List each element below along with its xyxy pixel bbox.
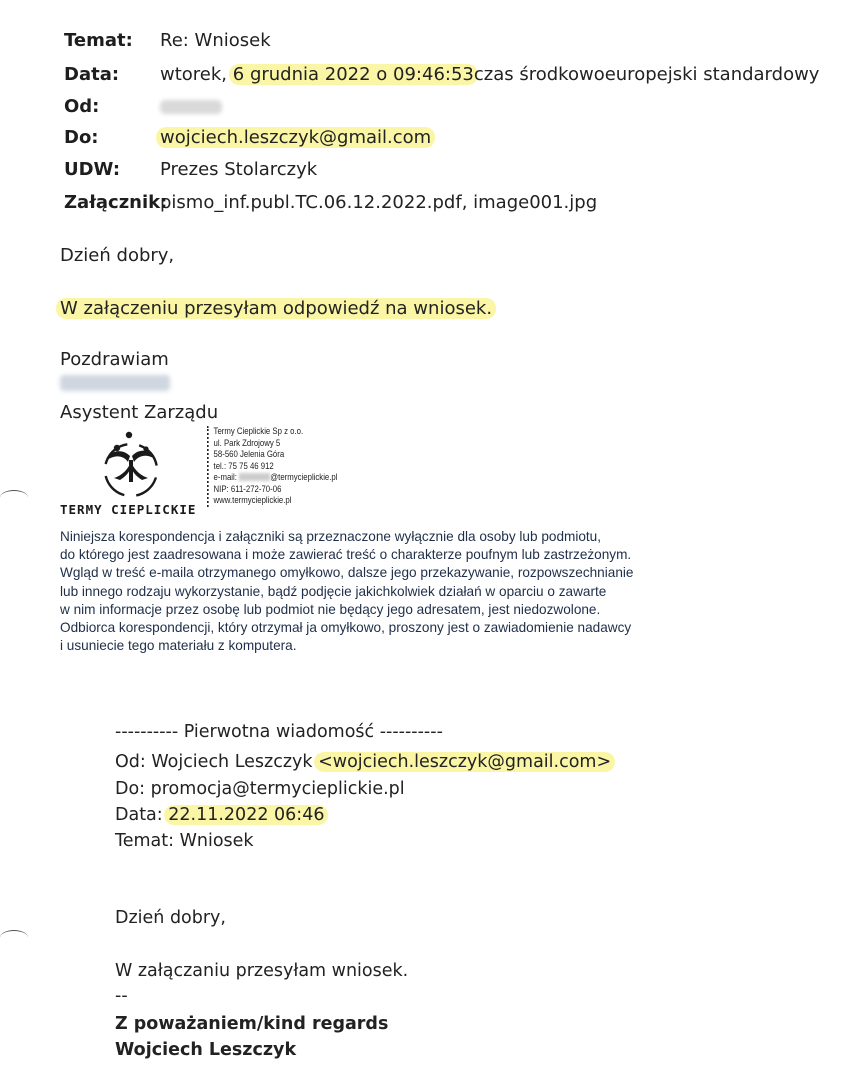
forward-separator: ---------- Pierwotna wiadomość ---------- [115, 722, 443, 742]
forward-from-name: Od: Wojciech Leszczyk [115, 752, 313, 772]
scan-artifact [0, 930, 28, 945]
to-email: wojciech.leszczyk@gmail.com [156, 127, 435, 148]
disclaimer-line: i usuniecie tego materiału z komputera. [60, 638, 297, 654]
greeting: Dzień dobry, [60, 245, 175, 266]
disclaimer-line: Wgląd w treść e-maila otrzymanego omyłkowo, dalsze jego przekazywanie, rozpowszechnianie [60, 565, 634, 581]
date-value [160, 64, 819, 85]
to-label: Do: [64, 127, 99, 148]
company-contact [207, 426, 337, 507]
forward-to: Do: promocja@termycieplickie.pl [115, 779, 405, 799]
company-phone: tel.: 75 75 46 912 [213, 460, 274, 472]
from-label: Od: [64, 96, 100, 117]
attachment-value: pismo_inf.publ.TC.06.12.2022.pdf, image001.jpg [160, 192, 598, 213]
forward-sig-dash: -- [115, 986, 128, 1006]
subject-value: Re: Wniosek [160, 30, 271, 51]
attachment-label: Załącznik: [64, 192, 168, 213]
company-street: ul. Park Zdrojowy 5 [213, 437, 281, 449]
company-nip: NIP: 611-272-70-06 [213, 483, 282, 495]
company-name: Termy Cieplickie Sp z o.o. [213, 426, 304, 437]
bcc-value: Prezes Stolarczyk [160, 159, 318, 180]
message-highlight: W załączeniu przesyłam odpowiedź na wniosek. [56, 298, 496, 319]
logo-wordmark: TERMY CIEPLICKIE [60, 502, 197, 517]
forward-from [115, 752, 611, 772]
forward-greeting: Dzień dobry, [115, 908, 226, 928]
regards: Pozdrawiam [60, 349, 169, 370]
subject-label: Temat: [64, 30, 133, 51]
forward-closing: Z poważaniem/kind regards [115, 1014, 389, 1034]
disclaimer-line: lub innego rodzaju wykorzystanie, bądź podjęcie jakichkolwiek działań w oparciu o zawarte [60, 583, 607, 599]
company-city: 58-560 Jelenia Góra [213, 449, 285, 460]
company-email [214, 472, 338, 484]
forward-signer-name: Wojciech Leszczyk [115, 1040, 297, 1060]
forward-date-value: 22.11.2022 06:46 [164, 805, 328, 825]
forward-from-email: <wojciech.leszczyk@gmail.com> [314, 752, 615, 772]
disclaimer-line: Odbiorca korespondencji, który otrzymał ja omyłkowo, proszony jest o zawiadomienie nadawcy [60, 620, 632, 636]
forward-subject: Temat: Wniosek [115, 831, 254, 851]
logo-icon [60, 428, 210, 502]
disclaimer-line: do którego jest zaadresowana i może zawierać treść o charakterze poufnym lub zastrzeżonym. [60, 547, 632, 563]
company-website: www.termycieplickie.pl [213, 495, 292, 506]
disclaimer-line: Niniejsza korespondencja i załączniki są przeznaczone wyłącznie dla osoby lub podmiotu, [60, 529, 602, 544]
to-value [160, 127, 431, 148]
confidentiality-disclaimer [60, 528, 633, 655]
email-domain: @termycieplickie.pl [270, 472, 338, 483]
date-prefix: wtorek, [160, 64, 228, 85]
forward-date-label: Data: [115, 805, 163, 825]
forward-date [115, 805, 324, 825]
redacted-email-user [239, 473, 270, 481]
position-title: Asystent Zarządu [60, 402, 219, 423]
message [60, 298, 492, 319]
bcc-label: UDW: [64, 159, 121, 180]
date-suffix: czas środkowoeuropejski standardowy [473, 64, 820, 85]
forward-message: W załączaniu przesyłam wniosek. [115, 961, 409, 981]
date-label: Data: [64, 64, 120, 85]
scan-artifact [0, 490, 28, 505]
from-value-redacted [160, 96, 222, 117]
disclaimer-line: w nim informacje przez osobę lub podmiot nie będący jego adresatem, jest niedozwolone. [60, 601, 601, 617]
company-logo [60, 428, 210, 520]
email-prefix: e-mail: [213, 472, 237, 483]
redacted-name [60, 375, 170, 391]
redacted-sender [160, 100, 222, 114]
date-highlight: 6 grudnia 2022 o 09:46:53 [229, 64, 478, 85]
